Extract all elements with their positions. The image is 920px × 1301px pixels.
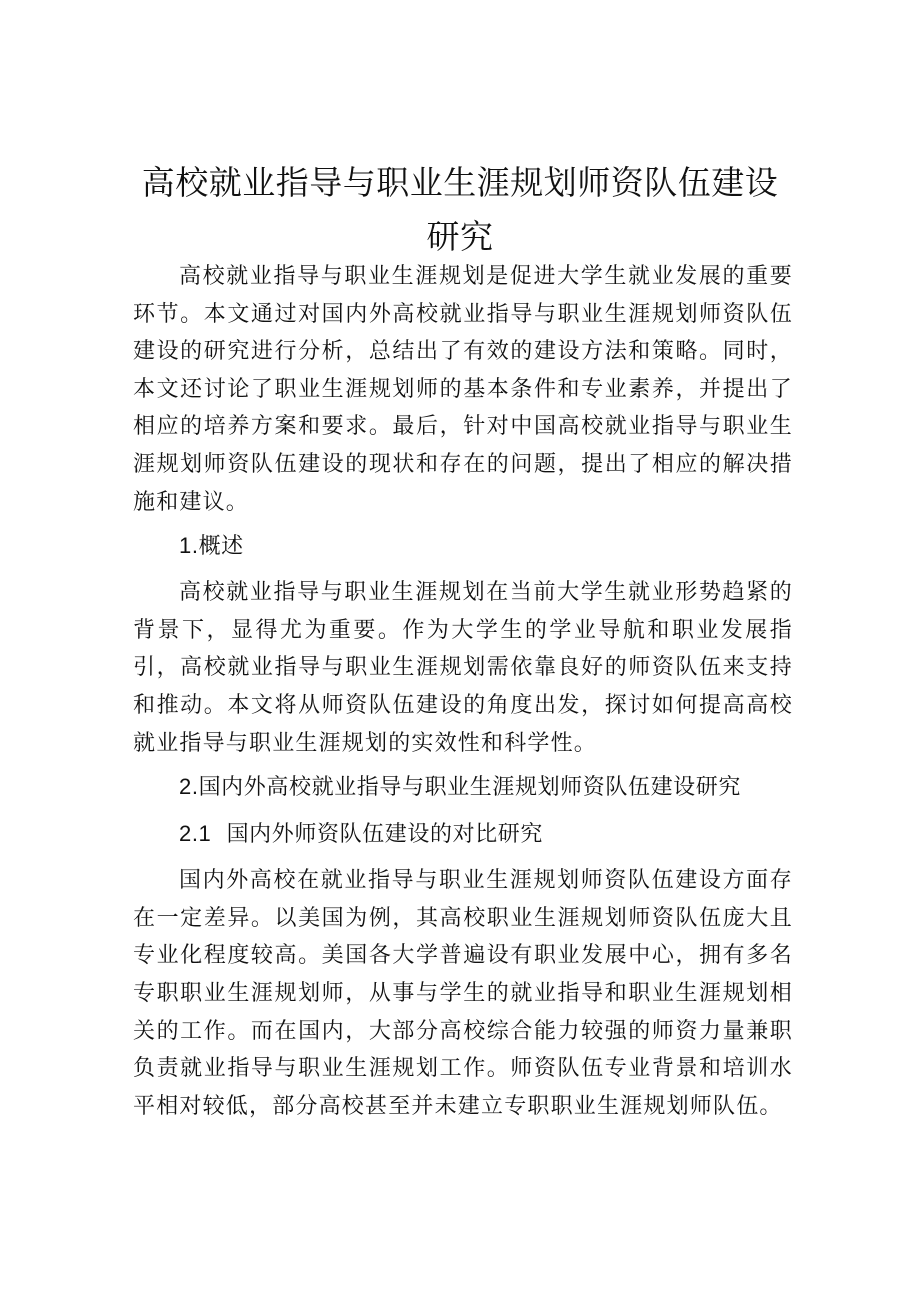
section-1-paragraph: 高校就业指导与职业生涯规划在当前大学生就业形势趋紧的背景下，显得尤为重要。作为大学生的学业导航和职业发展指引，高校就业指导与职业生涯规划需依靠良好的师资队伍来支持和推动。本文将从师资队伍建设的角度出发，探讨如何提高高校就业指导与职业生涯规划的实效性和科学性。 — [133, 580, 793, 756]
section-2-number: 2. — [179, 774, 199, 800]
section-1-title: 概述 — [198, 534, 244, 560]
section-2-1-paragraph: 国内外高校在就业指导与职业生涯规划师资队伍建设方面存在一定差异。以美国为例，其高校职业生涯规划师资队伍庞大且专业化程度较高。美国各大学普遍设有职业发展中心，拥有多名专职职业生涯规划师，从事与学生的就业指导和职业生涯规划相关的工作。而在国内，大部分高校综合能力较强的师资力量兼职负责就业指导与职业生涯规划工作。师资队伍专业背景和培训水平相对较低，部分高校甚至并未建立专职职业生涯规划师队伍。 — [133, 868, 793, 1119]
section-2-1-number: 2.1 — [179, 821, 212, 847]
section-1-heading — [133, 527, 793, 566]
title-line-2: 研究 — [426, 217, 494, 256]
document-title — [130, 156, 790, 264]
section-2-1-title: 国内外师资队伍建设的对比研究 — [226, 822, 543, 848]
section-2-1-heading — [133, 815, 793, 854]
section-2-heading — [133, 768, 793, 807]
title-line-1: 高校就业指导与职业生涯规划师资队伍建设 — [141, 163, 779, 202]
section-1-number: 1. — [179, 533, 199, 559]
abstract-paragraph: 高校就业指导与职业生涯规划是促进大学生就业发展的重要环节。本文通过对国内外高校就业指导与职业生涯规划师资队伍建设的研究进行分析，总结出了有效的建设方法和策略。同时，本文还讨论了职业生涯规划师的基本条件和专业素养，并提出了相应的培养方案和要求。最后，针对中国高校就业指导与职业生涯规划师资队伍建设的现状和存在的问题，提出了相应的解决措施和建议。 — [133, 264, 793, 515]
section-2-title: 国内外高校就业指导与职业生涯规划师资队伍建设研究 — [198, 775, 741, 801]
document-body — [133, 258, 793, 1131]
